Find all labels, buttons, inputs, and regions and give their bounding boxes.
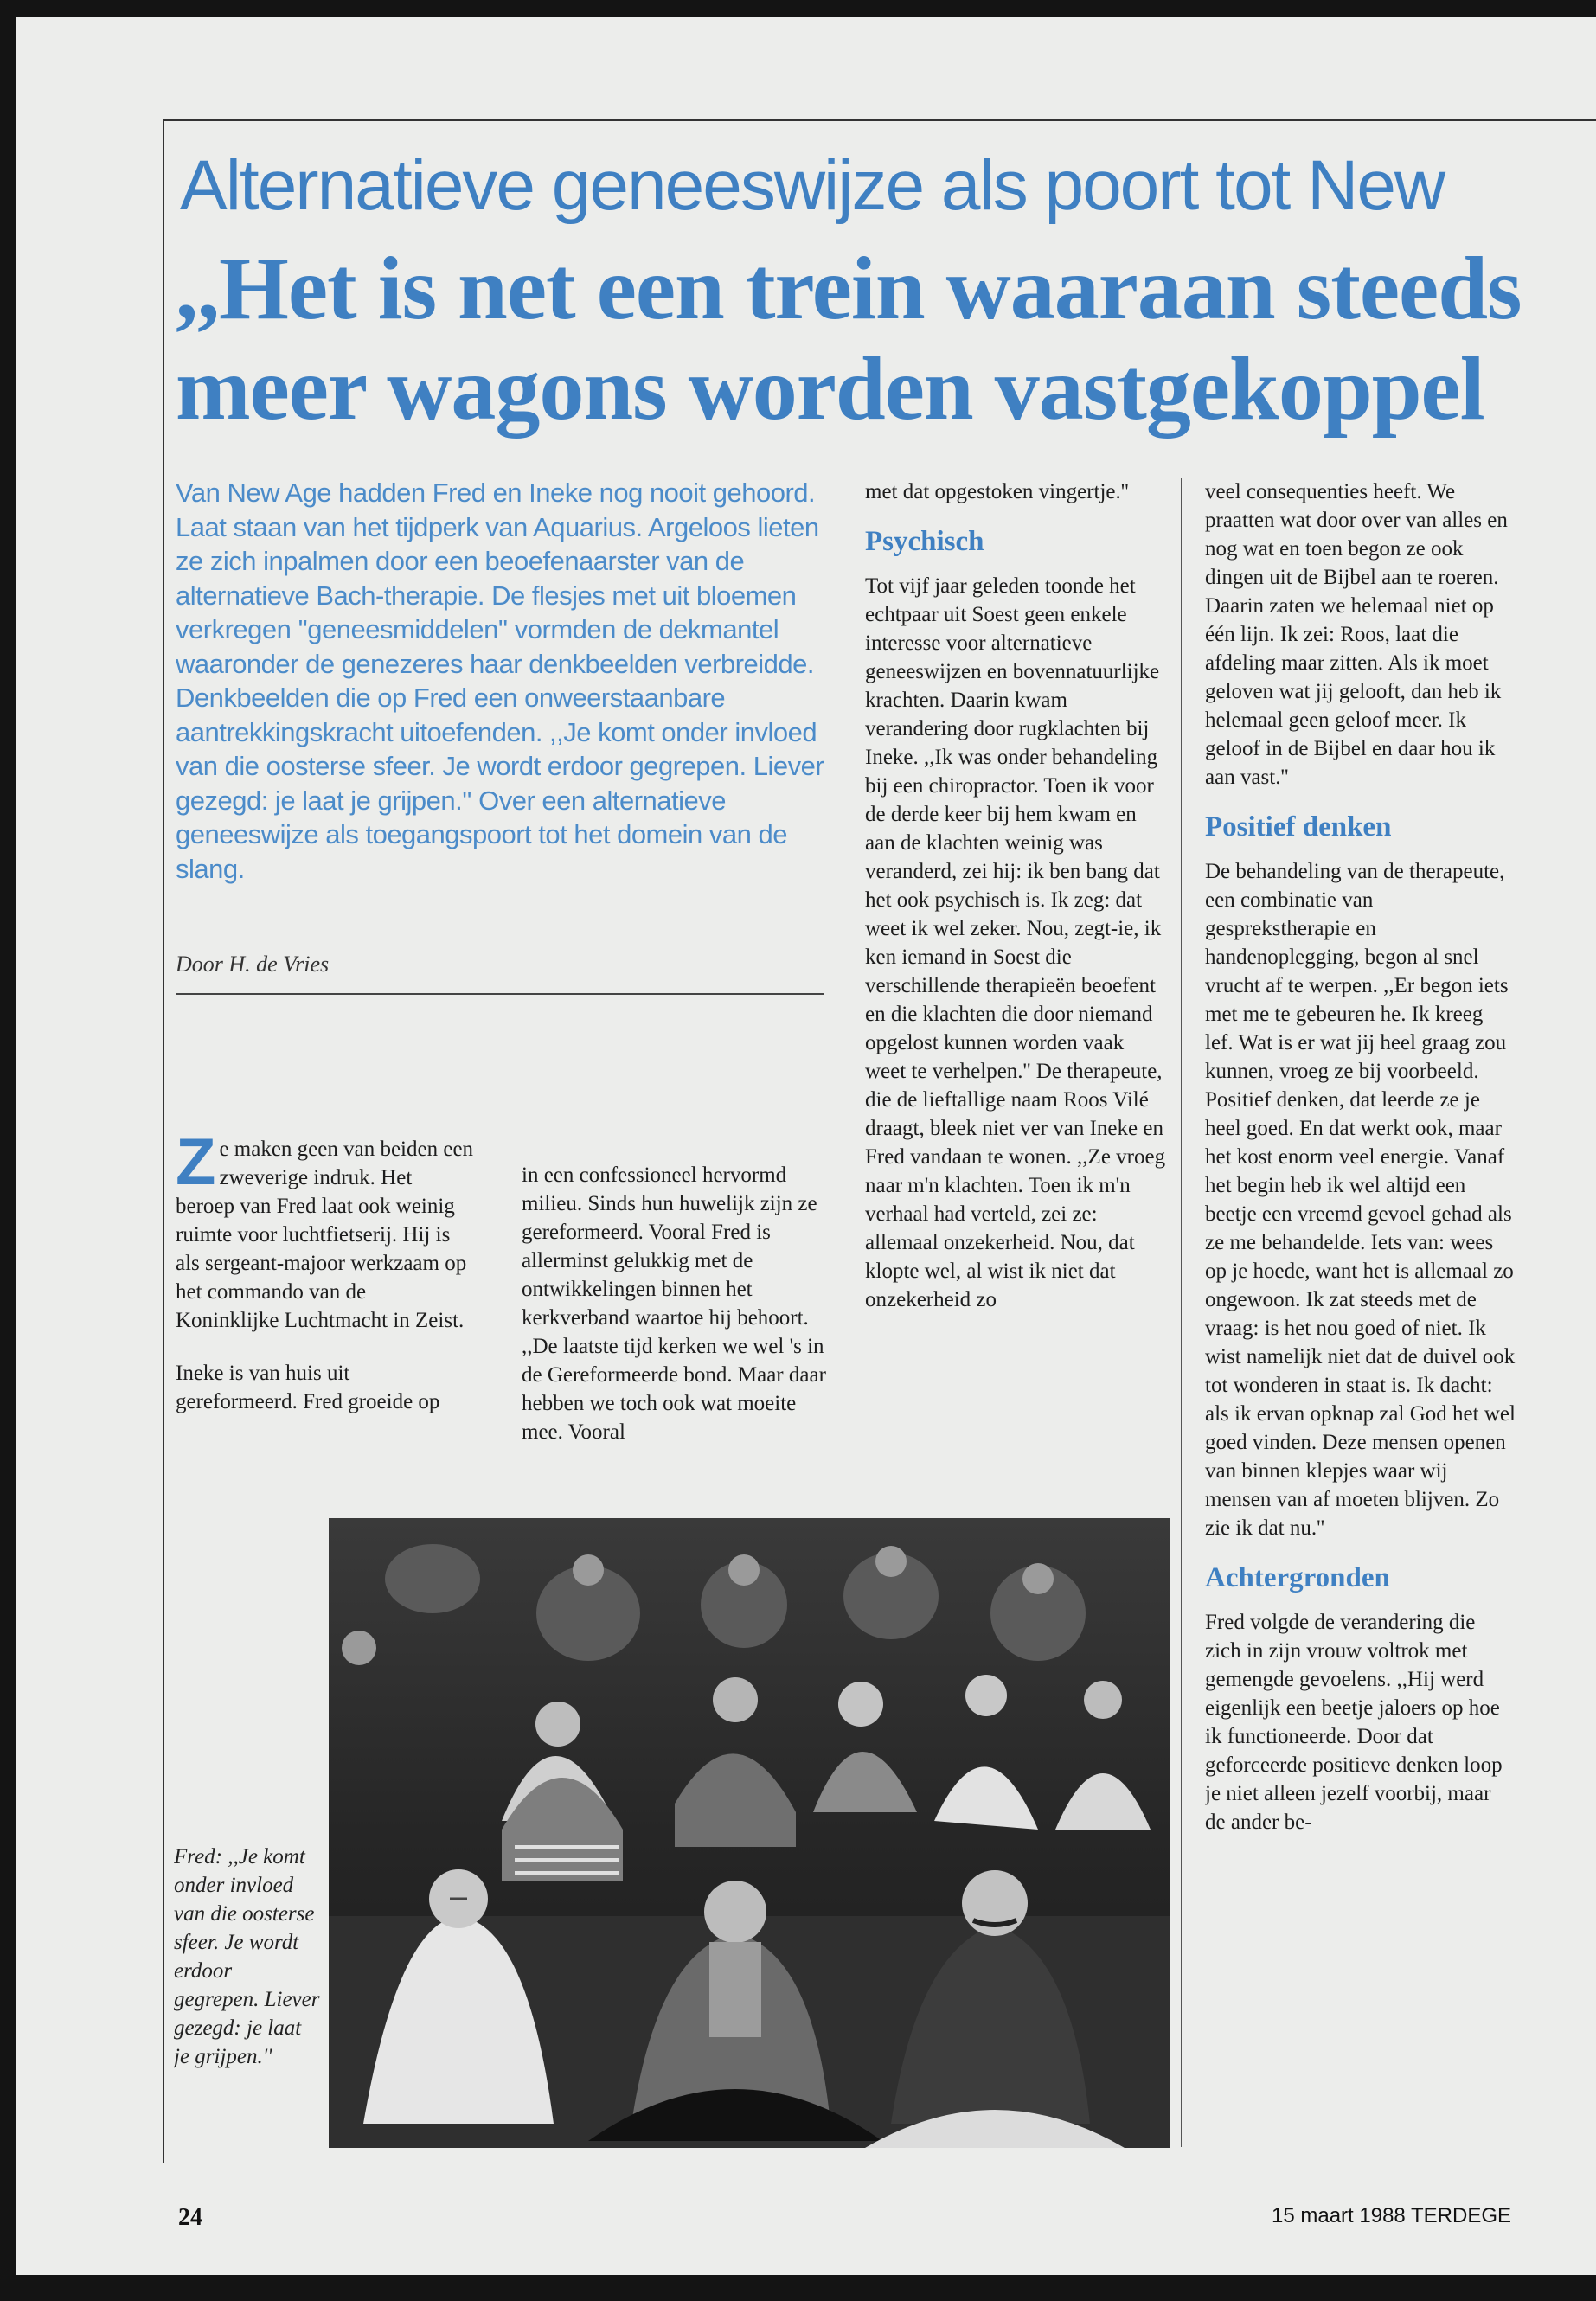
article-intro: Van New Age hadden Fred en Ineke nog nooit gehoord. Laat staan van het tijdperk van Aquarius. Argeloos lieten ze zich inpalmen door een beoefenaarster van de alternatieve Bach-therapie. De flesjes met uit bloemen verkregen ''geneesmiddelen'' vormden de dekmantel waaronder de genezeres haar denkbeelden verbreidde. Denkbeelden die op Fred een onweerstaanbare aantrekkingskracht uitoefenden. ,,Je komt onder invloed van die oosterse sfeer. Je wordt erdoor gegrepen. Liever gezegd: je laat je grijpen.'' Over een alternatieve geneeswijze als toegangspoort tot het domein van de slang. xyxy=(176,478,824,884)
body-paragraph: De behandeling van de therapeute, een combinatie van gesprekstherapie en handenoplegging, begon al snel vrucht af te werpen. ,,Er begon iets met me te gebeuren he. Ik kreeg lef. Wat is er wat jij heel graag zou kunnen, vroeg ze bij voorbeeld. Positief denken, dat leerde ze je heel goed. En dat werkt ook, maar het kost enorm veel energie. Vanaf het begin heb ik wel altijd een beetje een vreemd gevoel gehad als ze me behandelde. Iets van: wees op je hoede, want het is allemaal zo ongewoon. Ik zat steeds met de vraag: is het nou goed of niet. Ik wist namelijk niet dat de duivel ook tot wonderen in staat is. Ik dacht: als ik ervan opknap zal God het wel goed vinden. Deze mensen openen van binnen klepjes waar wij mensen van af moeten blijven. Zo zie ik dat nu.'' xyxy=(1205,860,1516,1540)
headline-line-1: ,,Het is net een trein waaraan steeds xyxy=(176,239,1522,338)
drop-cap: Z xyxy=(176,1135,216,1199)
body-paragraph: in een confessioneel hervormd milieu. Sinds hun huwelijk zijn ze gereformeerd. Vooral Fred is allerminst gelukkig met de ontwikkelingen binnen het kerkverband waartoe hij behoort. ,,De laatste tijd kerken we wel 's in de Gereformeerde bond. Maar daar hebben we toch ook wat moeite mee. Vooral xyxy=(522,1163,826,1444)
body-column-3 xyxy=(865,478,1168,1511)
body-paragraph: e maken geen van beiden een zweverige indruk. Het beroep van Fred laat ook weinig ruimte voor luchtfietserij. Hij is als sergeant-majoor werkzaam op het commando van de Koninklijke Luchtmacht in Zeist. xyxy=(176,1138,474,1332)
meditation-group-photo xyxy=(329,1518,1170,2148)
headline-line-2: meer wagons worden vastgekoppel xyxy=(176,339,1484,439)
byline: Door H. de Vries xyxy=(176,952,330,977)
issue-date-magazine: 15 maart 1988 TERDEGE xyxy=(1272,2204,1512,2227)
photo-illustration xyxy=(329,1518,1170,2148)
body-paragraph: met dat opgestoken vingertje.'' xyxy=(865,480,1129,503)
body-paragraph: Ineke is van huis uit gereformeerd. Fred groeide op xyxy=(176,1362,440,1413)
body-paragraph: Fred volgde de verandering die zich in zijn vrouw voltrok met gemengde gevoelens. ,,Hij werd eigenlijk een beetje jaloers op hoe ik functioneerde. Door dat geforceerde positieve denken loop je niet alleen jezelf voorbij, maar de ander be- xyxy=(1205,1611,1503,1834)
body-column-2 xyxy=(522,1161,829,1511)
intro-divider xyxy=(176,993,824,995)
body-paragraph: Tot vijf jaar geleden toonde het echtpaar uit Soest geen enkele interesse voor alternatieve geneeswijzen en bovennatuurlijke krachten. Daarin kwam verandering door rugklachten bij Ineke. ,,Ik was onder behandeling bij een chiropractor. Toen ik voor de derde keer bij hem kwam en aan de klachten weinig was veranderd, zei hij: ik ben bang dat het ook psychisch is. Ik zeg: dat weet ik wel zeker. Nou, zegt-ie, ik ken iemand in Soest die verschillende therapieën beoefent en die klachten die door niemand opgelost kunnen worden vaak weet te verhelpen.'' De therapeute, die de lieftallige naam Roos Vilé draagt, bleek niet ver van Ineke en Fred vandaan te wonen. ,,Ze vroeg naar m'n klachten. Toen ik m'n verhaal had verteld, zei ze: allemaal onzekerheid. Nou, dat klopte wel, al wist ik niet dat onzekerheid zo xyxy=(865,574,1166,1311)
photo-caption: Fred: ,,Je komt onder invloed van die oosterse sfeer. Je wordt erdoor gegrepen. Liever gezegd: je laat je grijpen.'' xyxy=(174,1845,320,2068)
subhead-positief-denken: Positief denken xyxy=(1205,811,1392,843)
subhead-achtergronden: Achtergronden xyxy=(1205,1562,1390,1593)
magazine-page xyxy=(16,17,1596,2275)
article-kicker: Alternatieve geneeswijze als poort tot New xyxy=(180,146,1445,225)
page-number: 24 xyxy=(178,2204,202,2231)
subhead-psychisch: Psychisch xyxy=(865,526,984,557)
body-column-1 xyxy=(176,1135,474,1507)
column-divider xyxy=(1181,478,1182,2147)
body-column-4 xyxy=(1205,478,1516,2151)
body-paragraph: veel consequenties heeft. We praatten wat door over van alles en nog wat en toen begon ze ook dingen uit de Bijbel aan te roeren. Daarin zaten we helemaal niet op één lijn. Ik zei: Roos, laat die afdeling maar zitten. Als ik moet geloven wat jij gelooft, dan heb ik helemaal geen geloof meer. Ik geloof in de Bijbel en daar hou ik aan vast.'' xyxy=(1205,480,1508,789)
